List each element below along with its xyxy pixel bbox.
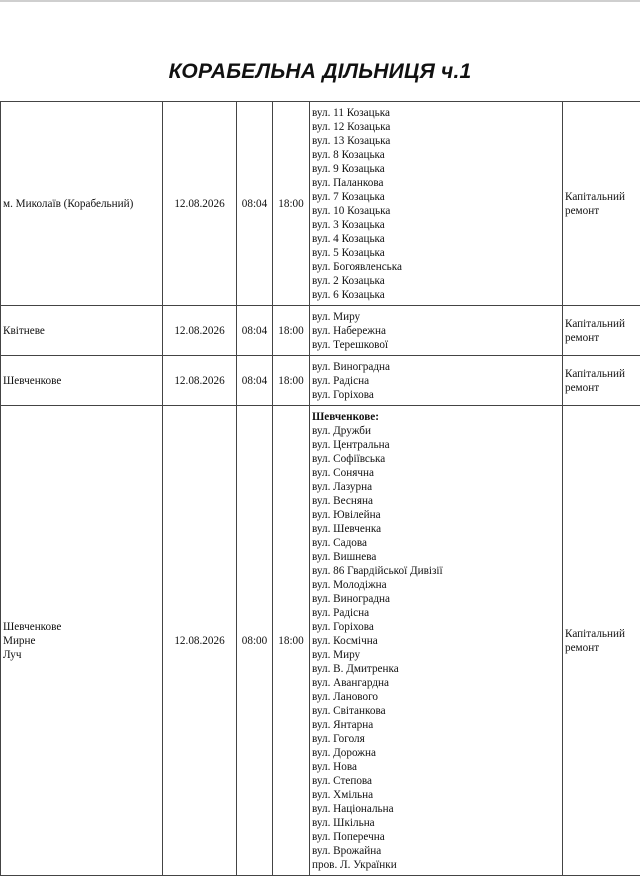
street-name: вул. Горіхова (312, 621, 374, 633)
street-name: вул. Горіхова (312, 389, 374, 401)
work-type-cell: Капітальний ремонт (563, 306, 640, 356)
street-name: пров. Л. Українки (312, 859, 397, 871)
street-name: вул. 5 Козацька (312, 247, 385, 259)
street-name: вул. 13 Козацька (312, 135, 391, 147)
street-name: вул. Ланового (312, 691, 379, 703)
street-name: вул. Радісна (312, 375, 370, 387)
street-name: вул. 4 Козацька (312, 233, 385, 245)
date-cell: 12.08.2026 (163, 356, 237, 406)
street-name: вул. 2 Козацька (312, 275, 385, 287)
street-name: вул. Миру (312, 311, 361, 323)
street-name: вул. 11 Козацька (312, 107, 390, 119)
street-name: вул. Нова (312, 761, 357, 773)
street-name: вул. 3 Козацька (312, 219, 385, 231)
street-name: вул. Врожайна (312, 845, 382, 857)
table-row (1, 306, 640, 356)
street-name: вул. Гоголя (312, 733, 365, 745)
street-name: вул. Софіївська (312, 453, 386, 465)
end-time-cell: 18:00 (273, 102, 310, 306)
street-name: вул. Весняна (312, 495, 373, 507)
street-name: вул. Космічна (312, 635, 378, 647)
date-cell: 12.08.2026 (163, 406, 237, 876)
street-name: вул. 8 Козацька (312, 149, 385, 161)
street-name: вул. Лазурна (312, 481, 373, 493)
street-name: вул. В. Дмитренка (312, 663, 399, 675)
street-name: вул. Паланкова (312, 177, 384, 189)
page-title: КОРАБЕЛЬНА ДІЛЬНИЦЯ ч.1 (168, 60, 472, 83)
locality-cell (1, 356, 163, 406)
street-name: вул. Світанкова (312, 705, 386, 717)
work-type-cell: Капітальний ремонт (563, 356, 640, 406)
work-type-cell: Капітальний ремонт (563, 406, 640, 876)
top-border-line (0, 0, 640, 2)
street-name: вул. Янтарна (312, 719, 374, 731)
start-time-cell: 08:04 (237, 102, 273, 306)
table-row (1, 356, 640, 406)
date-cell: 12.08.2026 (163, 102, 237, 306)
date-cell: 12.08.2026 (163, 306, 237, 356)
outage-schedule-table (0, 101, 640, 876)
street-name: вул. Степова (312, 775, 373, 787)
table-row (1, 102, 640, 306)
street-list-cell (310, 102, 563, 306)
street-name: вул. 10 Козацька (312, 205, 391, 217)
street-name: вул. Національна (312, 803, 394, 815)
locality-name: Шевченкове (3, 374, 62, 387)
locality-name: м. Миколаїв (Корабельний) (3, 197, 134, 210)
locality-name: Луч (3, 648, 22, 661)
street-name: вул. Дорожна (312, 747, 376, 759)
street-name: вул. Вишнева (312, 551, 377, 563)
street-name: вул. Дружби (312, 425, 371, 437)
street-name: вул. Богоявленська (312, 261, 403, 273)
street-name: вул. 6 Козацька (312, 289, 385, 301)
street-name: вул. Миру (312, 649, 361, 661)
start-time-cell: 08:04 (237, 356, 273, 406)
street-name: вул. 12 Козацька (312, 121, 391, 133)
street-name: вул. Радісна (312, 607, 370, 619)
street-name: вул. Хмільна (312, 789, 374, 801)
locality-cell (1, 406, 163, 876)
street-name: вул. 9 Козацька (312, 163, 385, 175)
end-time-cell: 18:00 (273, 406, 310, 876)
street-name: вул. Шкільна (312, 817, 375, 829)
street-name: вул. Виноградна (312, 361, 391, 373)
street-list-cell (310, 306, 563, 356)
locality-name: Мирне (3, 634, 36, 647)
street-name: вул. 7 Козацька (312, 191, 385, 203)
street-name: вул. Сонячна (312, 467, 374, 479)
street-name: вул. Виноградна (312, 593, 391, 605)
locality-cell (1, 102, 163, 306)
street-name: вул. Садова (312, 537, 367, 549)
street-list-cell (310, 406, 563, 876)
table-body (1, 102, 640, 876)
work-type-cell: Капітальний ремонт (563, 102, 640, 306)
street-name: вул. Центральна (312, 439, 390, 451)
start-time-cell: 08:04 (237, 306, 273, 356)
table-row (1, 406, 640, 876)
locality-name: Квітневе (3, 324, 45, 337)
end-time-cell: 18:00 (273, 306, 310, 356)
locality-cell (1, 306, 163, 356)
street-name: вул. Ювілейна (312, 509, 381, 521)
street-name: вул. Терешкової (312, 339, 389, 351)
street-name: вул. 86 Гвардійської Дивізії (312, 565, 443, 577)
street-name: вул. Поперечна (312, 831, 385, 843)
locality-name: Шевченкове (3, 620, 62, 633)
street-group-heading: Шевченкове: (312, 411, 379, 423)
street-name: вул. Шевченка (312, 523, 382, 535)
end-time-cell: 18:00 (273, 356, 310, 406)
street-list-cell (310, 356, 563, 406)
street-name: вул. Молодіжна (312, 579, 387, 591)
street-name: вул. Набережна (312, 325, 386, 337)
start-time-cell: 08:00 (237, 406, 273, 876)
street-name: вул. Авангардна (312, 677, 389, 689)
